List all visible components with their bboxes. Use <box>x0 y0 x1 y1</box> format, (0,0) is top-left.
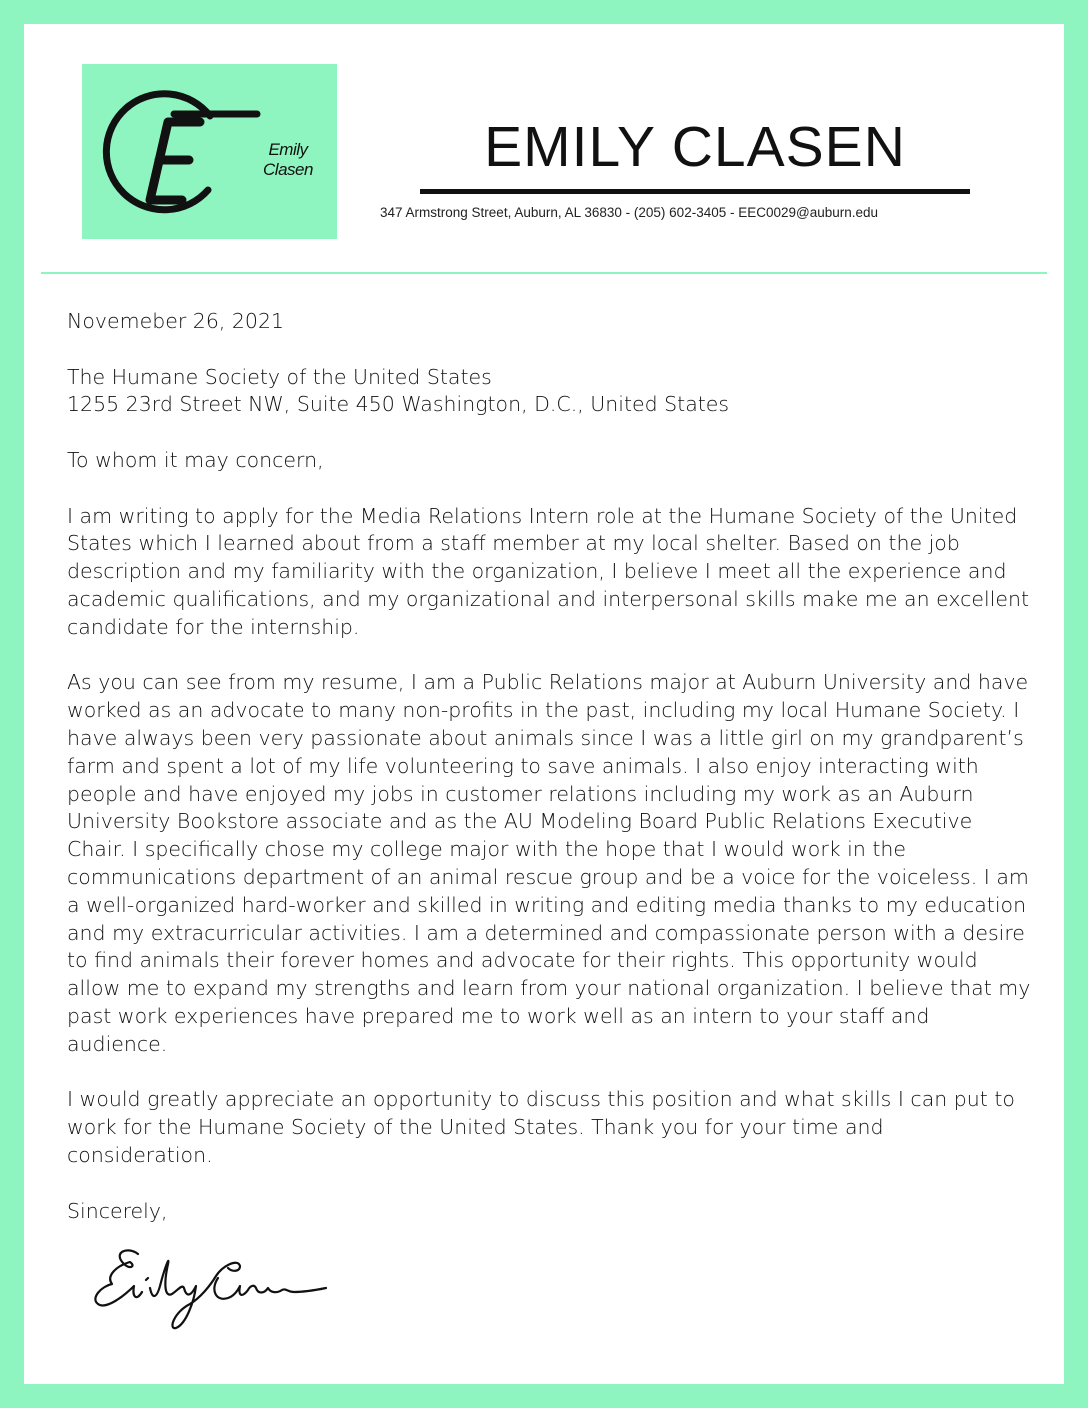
letter-page <box>24 24 1064 1384</box>
recipient-name: The Humane Society of the United States <box>67 364 492 389</box>
signature-icon <box>90 1242 330 1342</box>
salutation: To whom it may concern, <box>67 447 324 472</box>
logo-first-name: Emily <box>268 140 308 159</box>
header-divider <box>41 272 1047 274</box>
signature <box>90 1242 330 1346</box>
paragraph-experience: As you can see from my resume, I am a Public Relations major at Auburn University and have worked as an advocate to many non-profits in the past, including my local Humane Society. I have always been very passionate about animals since I was a little girl on my grandparent’s farm and spent a lot of my life volunteering to save animals. I also enjoy interacting with people and have enjoyed my jobs in customer relations including my work as an Auburn University Bookstore associate and as the AU Modeling Board Public Relations Executive Chair. I specifically chose my college major with the hope that I would work in the communications department of an animal rescue group and be a voice for the voiceless. I am a well-organized hard-worker and skilled in writing and editing media thanks to my education and my extracurricular activities. I am a determined and compassionate person with a desire to find animals their forever homes and advocate for their rights. This opportunity would allow me to expand my strengths and learn from your national organization. I believe that my past work experiences have prepared me to work well as an intern to your staff and audience. <box>67 670 1031 1056</box>
letter-body <box>67 308 1032 1253</box>
recipient-address <box>67 364 1032 420</box>
title-underline <box>420 189 970 194</box>
page-title: EMILY CLASEN <box>484 115 906 179</box>
recipient-street: 1255 23rd Street NW, Suite 450 Washington, D.C., United States <box>67 392 730 417</box>
logo-text <box>252 140 324 180</box>
logo-last-name: Clasen <box>263 160 313 179</box>
contact-info: 347 Armstrong Street, Auburn, AL 36830 - (205) 602-3405 - EEC0029@auburn.edu <box>380 205 879 220</box>
paragraph-closing: I would greatly appreciate an opportunity to discuss this position and what skills I can put to work for the Humane Society of the United States. Thank you for your time and consideration. <box>67 1087 1015 1167</box>
paragraph-intro: I am writing to apply for the Media Relations Intern role at the Humane Society of the United States which I learned about from a staff member at my local shelter. Based on the job description and my familiarity with the organization, I believe I meet all the experience and academic qualifications, and my organizational and interpersonal skills make me an excellent candidate for the internship. <box>67 503 1030 639</box>
closing: Sincerely, <box>67 1198 168 1223</box>
letter-date: Novemeber 26, 2021 <box>67 309 285 333</box>
logo <box>82 64 337 239</box>
